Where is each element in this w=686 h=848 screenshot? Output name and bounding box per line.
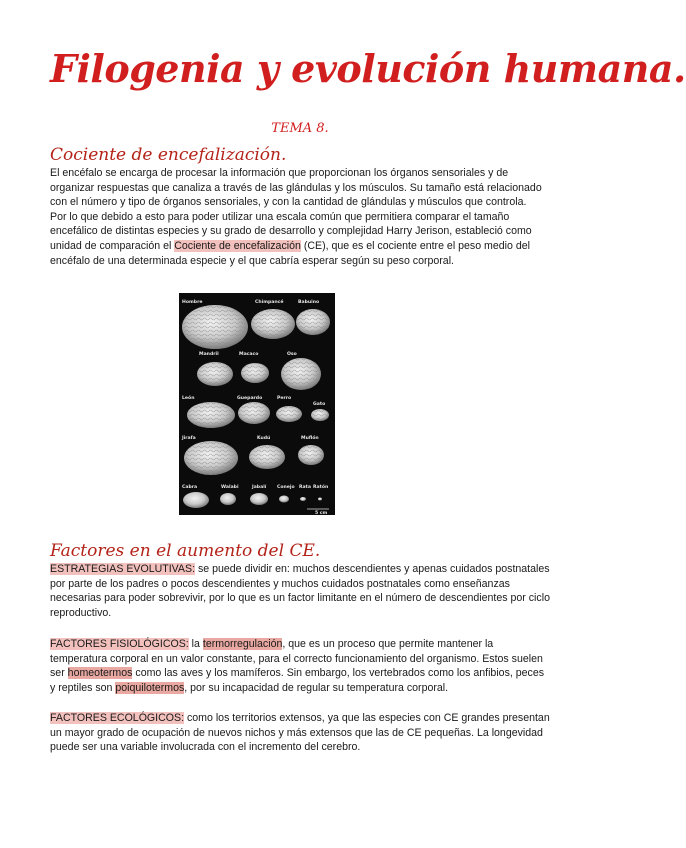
highlight-label: ESTRATEGIAS EVOLUTIVAS: — [50, 563, 196, 575]
paragraph-text: como las aves y los mamíferos. Sin embargo, los vertebrados como los anfibios, peces y reptiles son — [50, 667, 545, 694]
paragraph-text: Por lo que debido a esto para poder utilizar una escala común que permitiera comparar el tamaño encefálico de distintas especies y su grado de desarrollo y complejidad Harry Jerison, estableció como unidad de comparación el — [50, 210, 532, 252]
brain-jabali — [250, 493, 268, 505]
label-conejo: Conejo — [277, 485, 295, 490]
highlight-term: poiquilotermos — [115, 681, 185, 694]
brain-raton — [318, 498, 322, 501]
paragraph-text: como los territorios extensos, ya que las especies con CE grandes presentan un mayor grado de ocupación de nuevos nichos y más extensos que las de CE pequeñas. La longevidad puede ser una variable involucrada con el incremento del cerebro. — [50, 712, 550, 754]
label-walabi: Walabi — [221, 485, 239, 490]
label-macaco: Macaco — [239, 352, 259, 357]
label-mandril: Mandril — [199, 352, 219, 357]
label-muflon: Muflón — [301, 436, 319, 441]
brain-comparison-image — [179, 293, 335, 515]
label-hombre: Hombre — [182, 300, 203, 305]
paragraph-text: se puede dividir en: muchos descendientes y apenas cuidados postnatales por parte de los padres o pocos descendientes y muchos cuidados postnatales como enseñanzas necesarias para poder sobrevivir, por lo que es un factor limitante en el número de descendientes por ciclo reproductivo. — [50, 563, 550, 619]
scale-label: 5 cm — [315, 511, 328, 516]
paragraph-evolutionary-strategies — [50, 562, 550, 620]
highlight-label: FACTORES ECOLÓGICOS: — [50, 712, 185, 724]
paragraph-text: la — [188, 638, 203, 650]
paragraph-encephalon — [50, 166, 550, 268]
label-cabra: Cabra — [182, 485, 198, 490]
highlight-term: termorregulación — [202, 638, 283, 650]
label-jirafa: Jirafa — [182, 436, 196, 441]
paragraph-ecological-factors — [50, 711, 550, 755]
label-leon: León — [182, 396, 195, 401]
highlight-term: homeotermos — [67, 667, 133, 680]
paragraph-text: El encéfalo se encarga de procesar la información que proporcionan los órganos sensoriales y de organizar respuestas que canaliza a través de las glándulas y los músculos. Su tamaño está relacionado con el número y tipo de órganos sensoriales, y con la cantidad de glándulas y músculos que controla. — [50, 167, 542, 209]
paragraph-text: (CE), que es el cociente entre el peso medio del encéfalo de una determinada especie y el que cabría esperar según su peso corporal. — [50, 239, 530, 267]
label-oso: Oso — [287, 352, 297, 357]
section-heading-encephalization: Cociente de encefalización. — [50, 145, 287, 165]
brain-walabi — [220, 493, 236, 505]
brain-conejo — [279, 496, 289, 503]
label-rata: Rata — [299, 485, 311, 490]
label-kudu: Kudú — [257, 436, 271, 441]
topic-number: TEMA 8. — [271, 121, 329, 136]
label-babuino: Babuino — [298, 300, 320, 305]
label-raton: Ratón — [313, 485, 329, 490]
label-perro: Perro — [277, 396, 292, 401]
paragraph-text: , por su incapacidad de regular su temperatura corporal. — [184, 681, 449, 694]
label-chimpance: Chimpancé — [255, 300, 284, 305]
label-jabali: Jabalí — [252, 485, 267, 490]
brain-rata — [300, 497, 306, 501]
label-gato: Gato — [313, 402, 326, 407]
paragraph-text: , que es un proceso que permite mantener la temperatura corporal en un valor constante, para el correcto funcionamiento del organismo. Estos suelen ser — [50, 638, 543, 680]
highlight-term: Cociente de encefalización — [174, 239, 301, 252]
document-title: Filogenia y evolución humana. — [50, 46, 686, 91]
section-heading-factors: Factores en el aumento del CE. — [50, 541, 321, 561]
paragraph-physiological-factors — [50, 637, 550, 695]
brain-cabra — [183, 492, 209, 508]
brain-figure-svg — [179, 293, 335, 515]
highlight-label: FACTORES FISIOLÓGICOS: — [50, 638, 189, 650]
label-guepardo: Guepardo — [237, 396, 263, 401]
